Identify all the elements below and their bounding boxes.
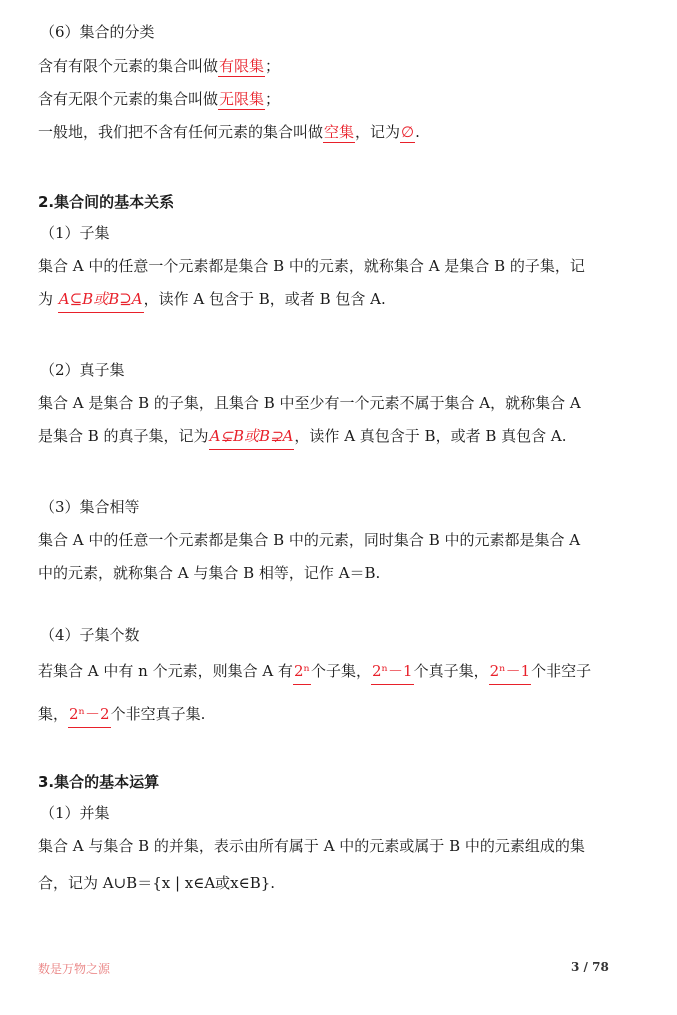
paragraph-line <box>38 289 386 309</box>
paragraph-line <box>38 122 420 142</box>
answer-blank: 2ⁿ－2 <box>68 705 111 728</box>
paragraph-line: 集合 A 中的任意一个元素都是集合 B 中的元素，就称集合 A 是集合 B 的子集，记 <box>38 257 585 275</box>
text: ，读作 A 包含于 B，或者 B 包含 A. <box>143 290 386 308</box>
subsection-heading: （3）集合相等 <box>40 498 140 516</box>
text: 是集合 B 的真子集，记为 <box>38 427 209 445</box>
subsection-heading: （1）子集 <box>40 224 110 242</box>
text: 若集合 A 中有 n 个元素，则集合 A 有 <box>38 662 293 680</box>
answer-blank: 2ⁿ－1 <box>371 662 414 685</box>
paragraph-line <box>38 661 591 681</box>
text: ，读作 A 真包含于 B，或者 B 真包含 A. <box>294 427 567 445</box>
paragraph-line: 中的元素，就称集合 A 与集合 B 相等，记作 A＝B. <box>38 564 381 582</box>
paragraph-line <box>38 89 280 109</box>
section-title: 2.集合间的基本关系 <box>38 193 175 211</box>
text: ； <box>265 90 281 108</box>
paragraph-line: 集合 A 中的任意一个元素都是集合 B 中的元素，同时集合 B 中的元素都是集合 A <box>38 531 581 549</box>
answer-blank: 有限集 <box>219 57 265 75</box>
text: ； <box>265 57 281 75</box>
footer-motto: 数是万物之源 <box>38 962 111 976</box>
paragraph-line: 合，记为 A∪B＝{x | x∈A或x∈B}. <box>38 874 276 892</box>
text: . <box>415 123 420 141</box>
answer-blank: 空集 <box>324 123 355 141</box>
paragraph-line <box>38 426 567 446</box>
page-number: 3 / 78 <box>571 960 609 974</box>
text: 含有无限个元素的集合叫做 <box>38 90 219 108</box>
answer-blank: ∅ <box>401 123 415 141</box>
answer-blank: 2ⁿ <box>293 662 311 685</box>
text: 个真子集， <box>413 662 489 680</box>
paragraph-line <box>38 704 205 724</box>
paragraph-line: 集合 A 与集合 B 的并集，表示由所有属于 A 中的元素或属于 B 中的元素组成的集 <box>38 837 585 855</box>
paragraph-line: 集合 A 是集合 B 的子集，且集合 B 中至少有一个元素不属于集合 A，就称集合 A <box>38 394 581 412</box>
text: 个子集， <box>310 662 371 680</box>
answer-blank: 2ⁿ－1 <box>489 662 532 685</box>
subsection-heading: （4）子集个数 <box>40 626 140 644</box>
text: 含有有限个元素的集合叫做 <box>38 57 219 75</box>
text: 个非空子 <box>531 662 592 680</box>
text: 个非空真子集. <box>110 705 206 723</box>
text: 一般地，我们把不含有任何元素的集合叫做 <box>38 123 324 141</box>
answer-blank: A⊆B或B⊇A <box>58 290 144 313</box>
subsection-heading: （2）真子集 <box>40 361 125 379</box>
paragraph-line <box>38 56 280 76</box>
text: ，记为 <box>355 123 401 141</box>
text: 集， <box>38 705 69 723</box>
subsection-heading: （1）并集 <box>40 804 110 822</box>
text: 为 <box>38 290 58 308</box>
answer-blank: A⊊B或B⊋A <box>209 427 295 450</box>
section-heading: （6）集合的分类 <box>40 23 155 41</box>
answer-blank: 无限集 <box>219 90 265 108</box>
section-title: 3.集合的基本运算 <box>38 773 160 791</box>
